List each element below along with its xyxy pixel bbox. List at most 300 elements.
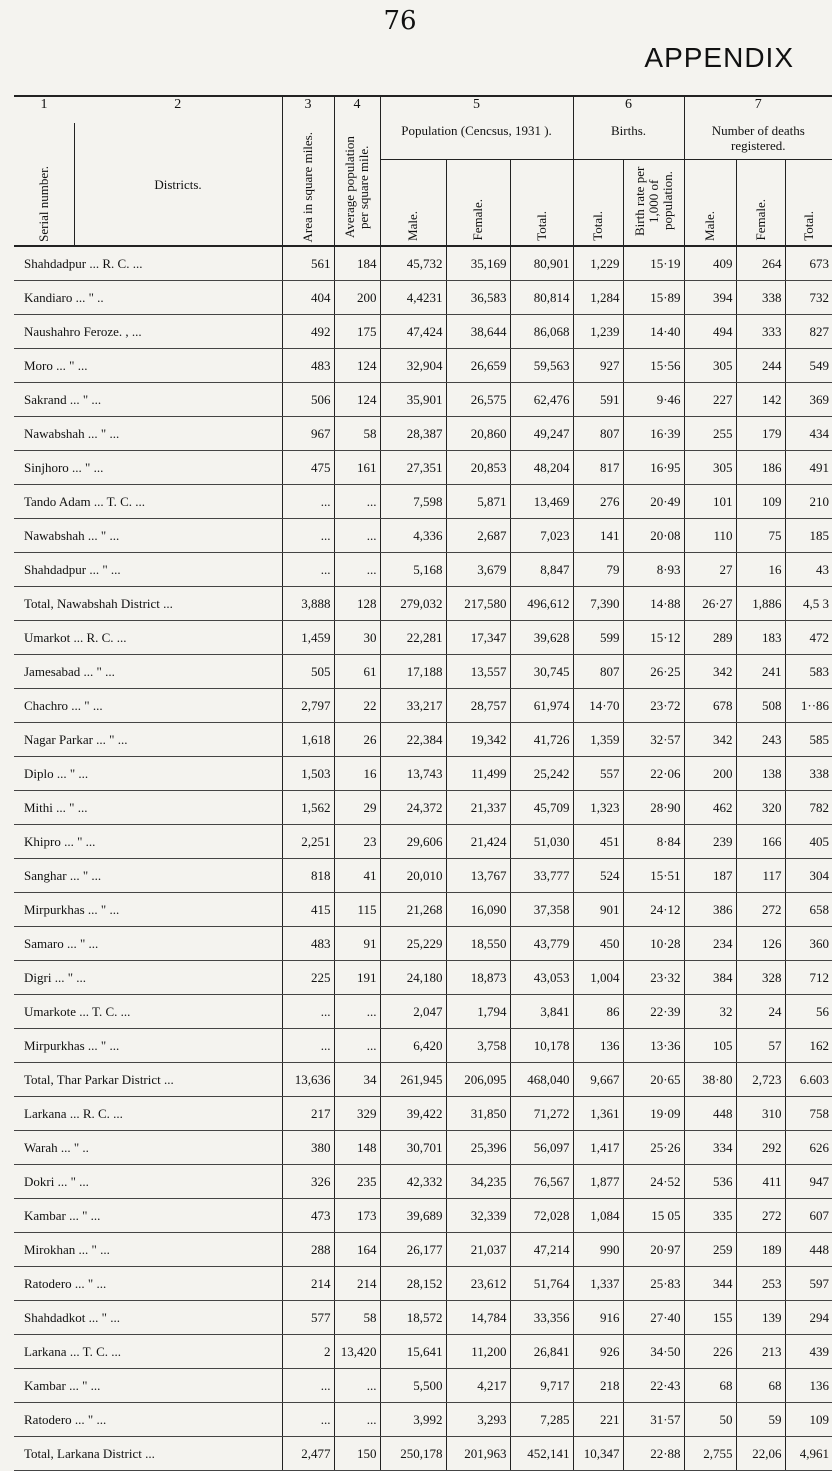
births-cell: 136 [573, 1029, 623, 1063]
births-cell: 926 [573, 1335, 623, 1369]
total-label-cell: Ratodero ... " ... [14, 1267, 282, 1301]
area-cell: 225 [282, 961, 334, 995]
birth-rate-cell: 24·12 [623, 893, 684, 927]
birth-rate-cell: 13·36 [623, 1029, 684, 1063]
deaths-male-cell: 110 [684, 519, 736, 553]
total-label-cell: Jamesabad ... " ... [14, 655, 282, 689]
pop-male-cell: 3,992 [380, 1403, 446, 1437]
area-cell: 288 [282, 1233, 334, 1267]
deaths-total-cell: 162 [785, 1029, 832, 1063]
density-cell: ... [334, 553, 380, 587]
deaths-male-cell: 409 [684, 246, 736, 281]
deaths-male-cell: 536 [684, 1165, 736, 1199]
pop-total-cell: 33,356 [510, 1301, 573, 1335]
births-cell: 1,337 [573, 1267, 623, 1301]
pop-total-cell: 72,028 [510, 1199, 573, 1233]
density-cell: ... [334, 485, 380, 519]
deaths-female-cell: 320 [736, 791, 785, 825]
deaths-female-cell: 139 [736, 1301, 785, 1335]
deaths-male-cell: 305 [684, 451, 736, 485]
pop-male-cell: 20,010 [380, 859, 446, 893]
deaths-total-cell: 583 [785, 655, 832, 689]
deaths-total-cell: 4,5 3 [785, 587, 832, 621]
area-cell: 2,797 [282, 689, 334, 723]
deaths-female-cell: 68 [736, 1369, 785, 1403]
deaths-male-cell: 234 [684, 927, 736, 961]
density-cell: 13,420 [334, 1335, 380, 1369]
birth-rate-cell: 27·40 [623, 1301, 684, 1335]
pop-total-cell: 61,974 [510, 689, 573, 723]
pop-male-cell: 32,904 [380, 349, 446, 383]
birth-rate-cell: 20·08 [623, 519, 684, 553]
births-cell: 1,004 [573, 961, 623, 995]
birth-rate-cell: 22·43 [623, 1369, 684, 1403]
deaths-female-cell: 253 [736, 1267, 785, 1301]
total-row [14, 383, 832, 417]
births-cell: 1,417 [573, 1131, 623, 1165]
total-row [14, 1369, 832, 1403]
deaths-female-cell: 292 [736, 1131, 785, 1165]
pop-female-cell: 28,757 [446, 689, 510, 723]
total-row [14, 757, 832, 791]
total-label-cell: Mirpurkhas ... " ... [14, 1029, 282, 1063]
pop-male-cell: 13,743 [380, 757, 446, 791]
deaths-male-cell: 155 [684, 1301, 736, 1335]
pop-total-cell: 76,567 [510, 1165, 573, 1199]
deaths-male-cell: 26·27 [684, 587, 736, 621]
birth-rate-cell: 15·51 [623, 859, 684, 893]
pop-female-cell: 13,767 [446, 859, 510, 893]
deaths-total-cell: 658 [785, 893, 832, 927]
density-cell: 191 [334, 961, 380, 995]
pop-male-cell: 39,422 [380, 1097, 446, 1131]
pop-total-cell: 45,709 [510, 791, 573, 825]
births-cell: 1,359 [573, 723, 623, 757]
total-label-cell: Sanghar ... " ... [14, 859, 282, 893]
pop-total-cell: 3,841 [510, 995, 573, 1029]
pop-male-cell: 250,178 [380, 1437, 446, 1471]
pop-total-cell: 43,779 [510, 927, 573, 961]
total-row [14, 1131, 832, 1165]
total-label-cell: Nagar Parkar ... " ... [14, 723, 282, 757]
area-cell: ... [282, 1369, 334, 1403]
deaths-total-cell: 712 [785, 961, 832, 995]
header-pop-female: Female. [470, 199, 485, 241]
pop-female-cell: 36,583 [446, 281, 510, 315]
total-row [14, 791, 832, 825]
deaths-male-cell: 101 [684, 485, 736, 519]
birth-rate-cell: 22·39 [623, 995, 684, 1029]
density-cell: 173 [334, 1199, 380, 1233]
area-cell: 2,251 [282, 825, 334, 859]
header-deaths: Number of deaths registered. [711, 123, 805, 153]
header-births-total: Total. [590, 211, 606, 241]
deaths-female-cell: 411 [736, 1165, 785, 1199]
header-districts: Districts. [154, 176, 202, 192]
deaths-male-cell: 68 [684, 1369, 736, 1403]
col-number-4: 4 [334, 96, 380, 123]
deaths-female-cell: 241 [736, 655, 785, 689]
pop-female-cell: 11,499 [446, 757, 510, 791]
total-row [14, 1029, 832, 1063]
deaths-female-cell: 16 [736, 553, 785, 587]
total-row [14, 825, 832, 859]
area-cell: ... [282, 485, 334, 519]
total-row [14, 349, 832, 383]
deaths-total-cell: 360 [785, 927, 832, 961]
birth-rate-cell: 20·49 [623, 485, 684, 519]
area-cell: 483 [282, 927, 334, 961]
deaths-total-cell: 491 [785, 451, 832, 485]
density-cell: 164 [334, 1233, 380, 1267]
area-cell: ... [282, 553, 334, 587]
pop-total-cell: 62,476 [510, 383, 573, 417]
total-row [14, 927, 832, 961]
deaths-female-cell: 117 [736, 859, 785, 893]
deaths-male-cell: 259 [684, 1233, 736, 1267]
total-row [14, 1097, 832, 1131]
births-cell: 221 [573, 1403, 623, 1437]
birth-rate-cell: 26·25 [623, 655, 684, 689]
deaths-total-cell: 6.603 [785, 1063, 832, 1097]
header-density: Average population per square mile. [342, 136, 371, 238]
pop-total-cell: 468,040 [510, 1063, 573, 1097]
total-row [14, 621, 832, 655]
header-serial-number: Serial number. [35, 166, 51, 242]
deaths-total-cell: 185 [785, 519, 832, 553]
total-row [14, 315, 832, 349]
deaths-male-cell: 226 [684, 1335, 736, 1369]
deaths-female-cell: 189 [736, 1233, 785, 1267]
density-cell: 200 [334, 281, 380, 315]
total-label-cell: Shahdadpur ... R. C. ... [14, 246, 282, 281]
birth-rate-cell: 15·89 [623, 281, 684, 315]
total-label-cell: Diplo ... " ... [14, 757, 282, 791]
pop-male-cell: 25,229 [380, 927, 446, 961]
deaths-female-cell: 186 [736, 451, 785, 485]
area-cell: 415 [282, 893, 334, 927]
deaths-male-cell: 239 [684, 825, 736, 859]
deaths-female-cell: 1,886 [736, 587, 785, 621]
total-label-cell: Chachro ... " ... [14, 689, 282, 723]
birth-rate-cell: 24·52 [623, 1165, 684, 1199]
pop-female-cell: 201,963 [446, 1437, 510, 1471]
area-cell: 13,636 [282, 1063, 334, 1097]
births-cell: 1,084 [573, 1199, 623, 1233]
deaths-total-cell: 448 [785, 1233, 832, 1267]
deaths-total-cell: 434 [785, 417, 832, 451]
total-label-cell: Kambar ... " ... [14, 1199, 282, 1233]
deaths-female-cell: 338 [736, 281, 785, 315]
deaths-female-cell: 272 [736, 1199, 785, 1233]
pop-female-cell: 25,396 [446, 1131, 510, 1165]
density-cell: 124 [334, 349, 380, 383]
pop-total-cell: 59,563 [510, 349, 573, 383]
pop-male-cell: 22,281 [380, 621, 446, 655]
pop-total-cell: 10,178 [510, 1029, 573, 1063]
pop-female-cell: 17,347 [446, 621, 510, 655]
total-row [14, 1403, 832, 1437]
pop-female-cell: 16,090 [446, 893, 510, 927]
births-cell: 451 [573, 825, 623, 859]
deaths-male-cell: 678 [684, 689, 736, 723]
deaths-male-cell: 448 [684, 1097, 736, 1131]
pop-male-cell: 35,901 [380, 383, 446, 417]
deaths-male-cell: 27 [684, 553, 736, 587]
total-label-cell: Shahdadpur ... " ... [14, 553, 282, 587]
birth-rate-cell: 8·84 [623, 825, 684, 859]
deaths-male-cell: 342 [684, 723, 736, 757]
pop-female-cell: 13,557 [446, 655, 510, 689]
deaths-female-cell: 328 [736, 961, 785, 995]
pop-male-cell: 29,606 [380, 825, 446, 859]
pop-total-cell: 48,204 [510, 451, 573, 485]
pop-total-cell: 80,814 [510, 281, 573, 315]
deaths-female-cell: 142 [736, 383, 785, 417]
deaths-female-cell: 508 [736, 689, 785, 723]
total-row [14, 1063, 832, 1097]
birth-rate-cell: 10·28 [623, 927, 684, 961]
pop-female-cell: 21,337 [446, 791, 510, 825]
pop-total-cell: 51,764 [510, 1267, 573, 1301]
deaths-total-cell: 549 [785, 349, 832, 383]
deaths-female-cell: 109 [736, 485, 785, 519]
births-cell: 591 [573, 383, 623, 417]
density-cell: 58 [334, 1301, 380, 1335]
deaths-total-cell: 782 [785, 791, 832, 825]
total-label-cell: Nawabshah ... " ... [14, 417, 282, 451]
area-cell: 483 [282, 349, 334, 383]
col-number-5: 5 [380, 96, 573, 123]
deaths-female-cell: 272 [736, 893, 785, 927]
pop-total-cell: 80,901 [510, 246, 573, 281]
deaths-female-cell: 213 [736, 1335, 785, 1369]
area-cell: 2,477 [282, 1437, 334, 1471]
total-label-cell: Moro ... " ... [14, 349, 282, 383]
area-cell: 1,562 [282, 791, 334, 825]
deaths-female-cell: 75 [736, 519, 785, 553]
deaths-total-cell: 405 [785, 825, 832, 859]
pop-female-cell: 1,794 [446, 995, 510, 1029]
births-cell: 141 [573, 519, 623, 553]
pop-female-cell: 34,235 [446, 1165, 510, 1199]
deaths-female-cell: 59 [736, 1403, 785, 1437]
density-cell: 148 [334, 1131, 380, 1165]
total-label-cell: Tando Adam ... T. C. ... [14, 485, 282, 519]
deaths-male-cell: 334 [684, 1131, 736, 1165]
density-cell: 23 [334, 825, 380, 859]
density-cell: ... [334, 519, 380, 553]
col-number-6: 6 [573, 96, 684, 123]
pop-male-cell: 261,945 [380, 1063, 446, 1097]
deaths-male-cell: 227 [684, 383, 736, 417]
deaths-male-cell: 394 [684, 281, 736, 315]
pop-female-cell: 11,200 [446, 1335, 510, 1369]
deaths-total-cell: 1··86 [785, 689, 832, 723]
births-cell: 450 [573, 927, 623, 961]
area-cell: 561 [282, 246, 334, 281]
pop-total-cell: 39,628 [510, 621, 573, 655]
density-cell: ... [334, 995, 380, 1029]
pop-total-cell: 496,612 [510, 587, 573, 621]
birth-rate-cell: 15 05 [623, 1199, 684, 1233]
births-cell: 1,877 [573, 1165, 623, 1199]
pop-male-cell: 26,177 [380, 1233, 446, 1267]
deaths-total-cell: 585 [785, 723, 832, 757]
total-row [14, 1199, 832, 1233]
area-cell: ... [282, 519, 334, 553]
deaths-female-cell: 264 [736, 246, 785, 281]
pop-total-cell: 49,247 [510, 417, 573, 451]
birth-rate-cell: 20·97 [623, 1233, 684, 1267]
births-cell: 14·70 [573, 689, 623, 723]
pop-female-cell: 20,860 [446, 417, 510, 451]
birth-rate-cell: 14·40 [623, 315, 684, 349]
density-cell: 175 [334, 315, 380, 349]
total-row [14, 893, 832, 927]
total-label-cell: Mirokhan ... " ... [14, 1233, 282, 1267]
density-cell: 29 [334, 791, 380, 825]
density-cell: 184 [334, 246, 380, 281]
pop-male-cell: 17,188 [380, 655, 446, 689]
total-label-cell: Mithi ... " ... [14, 791, 282, 825]
births-cell: 807 [573, 417, 623, 451]
area-cell: 577 [282, 1301, 334, 1335]
pop-male-cell: 30,701 [380, 1131, 446, 1165]
area-cell: 492 [282, 315, 334, 349]
header-birth-rate: Birth rate per 1,000 of population. [631, 166, 675, 236]
births-cell: 79 [573, 553, 623, 587]
pop-female-cell: 23,612 [446, 1267, 510, 1301]
total-label-cell: Naushahro Feroze. , ... [14, 315, 282, 349]
header-deaths-total: Total. [800, 211, 816, 241]
pop-female-cell: 3,758 [446, 1029, 510, 1063]
appendix-heading: APPENDIX [644, 42, 794, 73]
birth-rate-cell: 31·57 [623, 1403, 684, 1437]
pop-female-cell: 35,169 [446, 246, 510, 281]
area-cell: 818 [282, 859, 334, 893]
total-row [14, 1267, 832, 1301]
density-cell: ... [334, 1403, 380, 1437]
birth-rate-cell: 15·12 [623, 621, 684, 655]
deaths-total-cell: 827 [785, 315, 832, 349]
density-cell: 150 [334, 1437, 380, 1471]
density-cell: 30 [334, 621, 380, 655]
density-cell: 124 [334, 383, 380, 417]
total-row [14, 1165, 832, 1199]
births-cell: 276 [573, 485, 623, 519]
col-number-2: 2 [74, 96, 282, 123]
density-cell: 329 [334, 1097, 380, 1131]
deaths-total-cell: 369 [785, 383, 832, 417]
pop-female-cell: 18,550 [446, 927, 510, 961]
total-label-cell: Total, Nawabshah District ... [14, 587, 282, 621]
pop-total-cell: 30,745 [510, 655, 573, 689]
deaths-total-cell: 758 [785, 1097, 832, 1131]
pop-male-cell: 7,598 [380, 485, 446, 519]
header-pop-male: Male. [405, 211, 420, 241]
area-cell: 967 [282, 417, 334, 451]
pop-total-cell: 86,068 [510, 315, 573, 349]
area-cell: 505 [282, 655, 334, 689]
density-cell: 34 [334, 1063, 380, 1097]
area-cell: ... [282, 1403, 334, 1437]
total-label-cell: Mirpurkhas ... " ... [14, 893, 282, 927]
total-label-cell: Umarkot ... R. C. ... [14, 621, 282, 655]
births-cell: 10,347 [573, 1437, 623, 1471]
deaths-male-cell: 342 [684, 655, 736, 689]
pop-female-cell: 32,339 [446, 1199, 510, 1233]
births-cell: 557 [573, 757, 623, 791]
density-cell: 128 [334, 587, 380, 621]
pop-total-cell: 56,097 [510, 1131, 573, 1165]
pop-total-cell: 8,847 [510, 553, 573, 587]
density-cell: 115 [334, 893, 380, 927]
total-label-cell: Ratodero ... " ... [14, 1403, 282, 1437]
total-label-cell: Larkana ... R. C. ... [14, 1097, 282, 1131]
pop-female-cell: 18,873 [446, 961, 510, 995]
deaths-total-cell: 4,961 [785, 1437, 832, 1471]
pop-total-cell: 37,358 [510, 893, 573, 927]
deaths-male-cell: 344 [684, 1267, 736, 1301]
deaths-female-cell: 57 [736, 1029, 785, 1063]
total-label-cell: Warah ... " .. [14, 1131, 282, 1165]
total-row [14, 417, 832, 451]
total-row [14, 961, 832, 995]
area-cell: 1,503 [282, 757, 334, 791]
deaths-total-cell: 136 [785, 1369, 832, 1403]
deaths-female-cell: 333 [736, 315, 785, 349]
pop-female-cell: 26,575 [446, 383, 510, 417]
area-cell: 217 [282, 1097, 334, 1131]
total-row [14, 587, 832, 621]
header-area: Area in square miles. [300, 131, 315, 242]
pop-male-cell: 2,047 [380, 995, 446, 1029]
birth-rate-cell: 16·95 [623, 451, 684, 485]
deaths-male-cell: 50 [684, 1403, 736, 1437]
birth-rate-cell: 9·46 [623, 383, 684, 417]
pop-total-cell: 41,726 [510, 723, 573, 757]
density-cell: 22 [334, 689, 380, 723]
deaths-total-cell: 732 [785, 281, 832, 315]
birth-rate-cell: 15·19 [623, 246, 684, 281]
pop-total-cell: 43,053 [510, 961, 573, 995]
births-cell: 817 [573, 451, 623, 485]
total-label-cell: Shahdadkot ... " ... [14, 1301, 282, 1335]
deaths-total-cell: 43 [785, 553, 832, 587]
pop-total-cell: 13,469 [510, 485, 573, 519]
births-cell: 1,323 [573, 791, 623, 825]
col-number-3: 3 [282, 96, 334, 123]
total-label-cell: Umarkote ... T. C. ... [14, 995, 282, 1029]
deaths-female-cell: 310 [736, 1097, 785, 1131]
birth-rate-cell: 32·57 [623, 723, 684, 757]
pop-female-cell: 21,037 [446, 1233, 510, 1267]
pop-total-cell: 51,030 [510, 825, 573, 859]
births-cell: 524 [573, 859, 623, 893]
pop-female-cell: 3,293 [446, 1403, 510, 1437]
total-row [14, 995, 832, 1029]
deaths-male-cell: 2,755 [684, 1437, 736, 1471]
total-label-cell: Sakrand ... " ... [14, 383, 282, 417]
page-number: 76 [383, 6, 417, 36]
deaths-female-cell: 244 [736, 349, 785, 383]
pop-female-cell: 19,342 [446, 723, 510, 757]
pop-female-cell: 38,644 [446, 315, 510, 349]
pop-male-cell: 39,689 [380, 1199, 446, 1233]
pop-male-cell: 24,372 [380, 791, 446, 825]
pop-male-cell: 24,180 [380, 961, 446, 995]
